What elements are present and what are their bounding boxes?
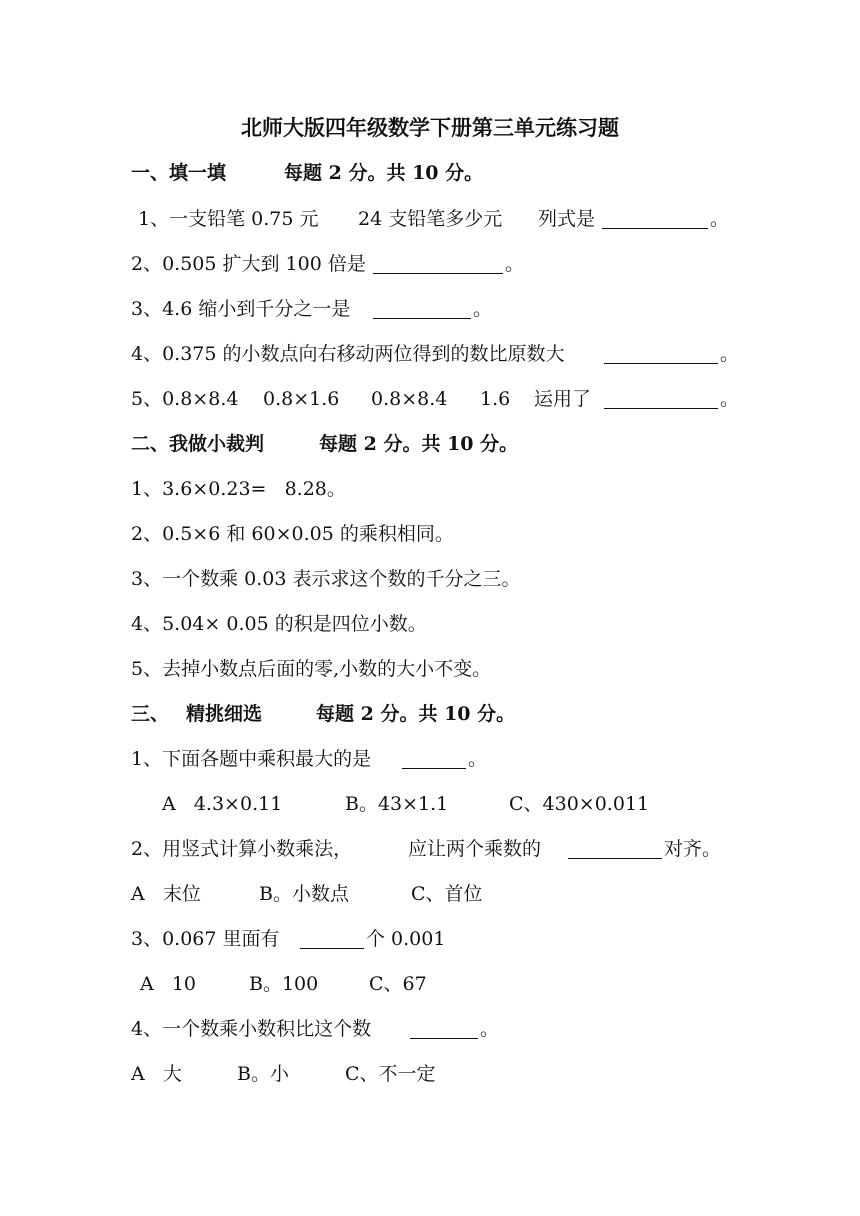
s1-q1-text-b: 24 支铅笔多少元 (358, 208, 503, 230)
s3-q4-option-a[interactable]: A 大 (131, 1063, 182, 1085)
s1-q3-end: 。 (473, 298, 493, 320)
s3-q1-answer-blank[interactable] (402, 768, 466, 769)
page-title: 北师大版四年级数学下册第三单元练习题 (241, 115, 619, 140)
s1-q4-end: 。 (720, 343, 740, 365)
section-1-heading-line (0, 158, 860, 188)
s3-question-4 (0, 1014, 860, 1044)
s1-q3-text: 3、4.6 缩小到千分之一是 (131, 298, 351, 320)
s1-q4-answer-blank[interactable] (604, 363, 718, 364)
s3-q1-text: 1、下面各题中乘积最大的是 (131, 748, 372, 770)
s3-q3-option-c[interactable]: C、67 (369, 973, 427, 995)
s3-q4-options (0, 1059, 860, 1089)
s3-q2-text-c: 对齐。 (664, 838, 722, 860)
section-3-score: 每题 2 分。共 10 分。 (316, 703, 516, 725)
s1-q5-text-c: 0.8×8.4 (371, 388, 448, 410)
s3-q1-option-b[interactable]: B。43×1.1 (345, 793, 449, 815)
s3-q3-answer-blank[interactable] (300, 948, 364, 949)
s3-q1-end: 。 (468, 748, 488, 770)
s3-q4-answer-blank[interactable] (410, 1038, 478, 1039)
section-1-heading: 一、填一填 (131, 162, 227, 184)
s1-q5-text-b: 0.8×1.6 (263, 388, 340, 410)
s3-q3-text-a: 3、0.067 里面有 (131, 928, 280, 950)
s1-q2-answer-blank[interactable] (373, 273, 503, 274)
s3-q3-options (0, 969, 860, 999)
s3-q2-text-a: 2、用竖式计算小数乘法， (131, 838, 353, 860)
s1-q5-text-a: 5、0.8×8.4 (131, 388, 239, 410)
s3-q3-option-b[interactable]: B。100 (249, 973, 319, 995)
s3-q2-text-b: 应让两个乘数的 (408, 838, 542, 860)
s3-q3-text-b: 个 0.001 (366, 928, 446, 950)
s1-question-3 (0, 294, 860, 324)
s3-q4-option-c[interactable]: C、不一定 (345, 1063, 436, 1085)
s3-q1-options (0, 789, 860, 819)
s3-q1-option-c[interactable]: C、430×0.011 (509, 793, 650, 815)
s2-item-1 (0, 474, 860, 504)
s2-item-2 (0, 519, 860, 549)
s1-q2-text: 2、0.505 扩大到 100 倍是 (131, 253, 366, 275)
s3-q3-option-a[interactable]: A 10 (140, 973, 197, 995)
section-3-heading: 精挑细选 (186, 703, 263, 725)
s3-q4-option-b[interactable]: B。小 (237, 1063, 289, 1085)
s1-q1-end: 。 (710, 208, 730, 230)
s1-q5-text-e: 运用了 (534, 388, 592, 410)
s1-q4-text: 4、0.375 的小数点向右移动两位得到的数比原数大 (131, 343, 565, 365)
s3-q2-option-c[interactable]: C、首位 (411, 883, 483, 905)
s3-q2-answer-blank[interactable] (568, 858, 662, 859)
section-3-heading-line (0, 699, 860, 729)
s2-item-4-text: 4、5.04× 0.05 的积是四位小数。 (131, 613, 427, 635)
s1-q5-end: 。 (720, 388, 740, 410)
s3-q4-end: 。 (480, 1018, 500, 1040)
s1-question-2 (0, 249, 860, 279)
s1-q2-end: 。 (505, 253, 525, 275)
s3-question-1 (0, 744, 860, 774)
s2-item-5-text: 5、去掉小数点后面的零,小数的大小不变。 (131, 658, 492, 680)
s1-q1-text-a: 1、一支铅笔 0.75 元 (138, 208, 319, 230)
section-1-score: 每题 2 分。共 10 分。 (284, 162, 484, 184)
s1-question-4 (0, 339, 860, 369)
s2-item-1-text: 1、3.6×0.23= 8.28。 (131, 478, 346, 500)
s3-q2-option-a[interactable]: A 末位 (131, 883, 201, 905)
s1-q5-text-d: 1.6 (480, 388, 511, 410)
s1-q1-text-c: 列式是 (538, 208, 596, 230)
s3-q1-option-a[interactable]: A 4.3×0.11 (162, 793, 283, 815)
section-3-heading-number: 三、 (131, 703, 170, 725)
s2-item-2-text: 2、0.5×6 和 60×0.05 的乘积相同。 (131, 523, 454, 545)
s1-q3-answer-blank[interactable] (373, 318, 471, 319)
s1-question-1 (0, 204, 860, 234)
s3-q2-option-b[interactable]: B。小数点 (259, 883, 349, 905)
s1-q5-answer-blank[interactable] (604, 408, 718, 409)
section-2-heading: 二、我做小裁判 (131, 433, 265, 455)
s2-item-3-text: 3、一个数乘 0.03 表示求这个数的千分之三。 (131, 568, 521, 590)
s3-question-3 (0, 924, 860, 954)
s3-q2-options (0, 879, 860, 909)
section-2-score: 每题 2 分。共 10 分。 (319, 433, 519, 455)
s2-item-5 (0, 654, 860, 684)
s3-q4-text: 4、一个数乘小数积比这个数 (131, 1018, 372, 1040)
section-2-heading-line (0, 429, 860, 459)
s2-item-3 (0, 564, 860, 594)
s1-question-5 (0, 384, 860, 414)
s1-q1-answer-blank[interactable] (602, 228, 708, 229)
s2-item-4 (0, 609, 860, 639)
s3-question-2 (0, 834, 860, 864)
